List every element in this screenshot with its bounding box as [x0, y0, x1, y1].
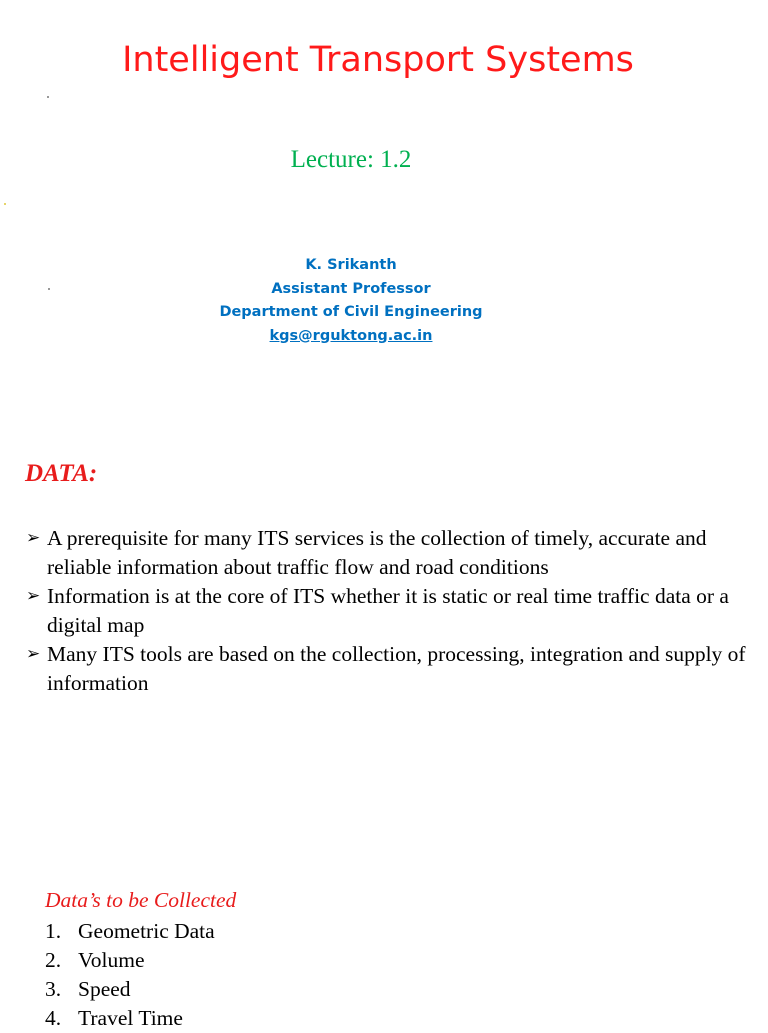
data-bullet-list — [25, 524, 755, 698]
list-label: Speed — [78, 977, 131, 1001]
list-item — [45, 946, 215, 975]
list-number: 3. — [45, 977, 62, 1001]
data-section-heading: DATA: — [25, 460, 98, 487]
stray-mark — [48, 288, 50, 290]
bullet-item — [25, 524, 755, 582]
bullet-text: A prerequisite for many ITS services is the collection of timely, accurate and reliable information about traffic flow and road conditions — [47, 526, 707, 579]
list-label: Travel Time — [78, 1006, 183, 1030]
list-number: 1. — [45, 919, 62, 943]
bullet-item — [25, 640, 755, 698]
author-info — [0, 254, 702, 348]
author-position: Assistant Professor — [271, 280, 431, 297]
lecture-number: Lecture: 1.2 — [290, 146, 412, 173]
bullet-text: Information is at the core of ITS whether it is static or real time traffic data or a digital map — [47, 584, 729, 637]
author-email-link[interactable]: kgs@rguktong.ac.in — [269, 327, 433, 344]
list-number: 4. — [45, 1006, 62, 1030]
stray-mark — [4, 203, 6, 205]
arrow-bullet-icon: ➢ — [26, 586, 41, 606]
list-item — [45, 1004, 215, 1033]
list-label: Volume — [78, 948, 145, 972]
list-number: 2. — [45, 948, 62, 972]
collection-heading: Data’s to be Collected — [45, 888, 237, 912]
list-item — [45, 975, 215, 1004]
page-title: Intelligent Transport Systems — [122, 40, 634, 80]
arrow-bullet-icon: ➢ — [26, 528, 41, 548]
stray-mark — [47, 96, 49, 98]
arrow-bullet-icon: ➢ — [26, 644, 41, 664]
list-label: Geometric Data — [78, 919, 215, 943]
bullet-text: Many ITS tools are based on the collection, processing, integration and supply of information — [47, 642, 746, 695]
list-item — [45, 917, 215, 946]
bullet-item — [25, 582, 755, 640]
author-department: Department of Civil Engineering — [219, 304, 483, 320]
collection-list — [45, 917, 215, 1033]
author-name: K. Srikanth — [305, 257, 397, 273]
